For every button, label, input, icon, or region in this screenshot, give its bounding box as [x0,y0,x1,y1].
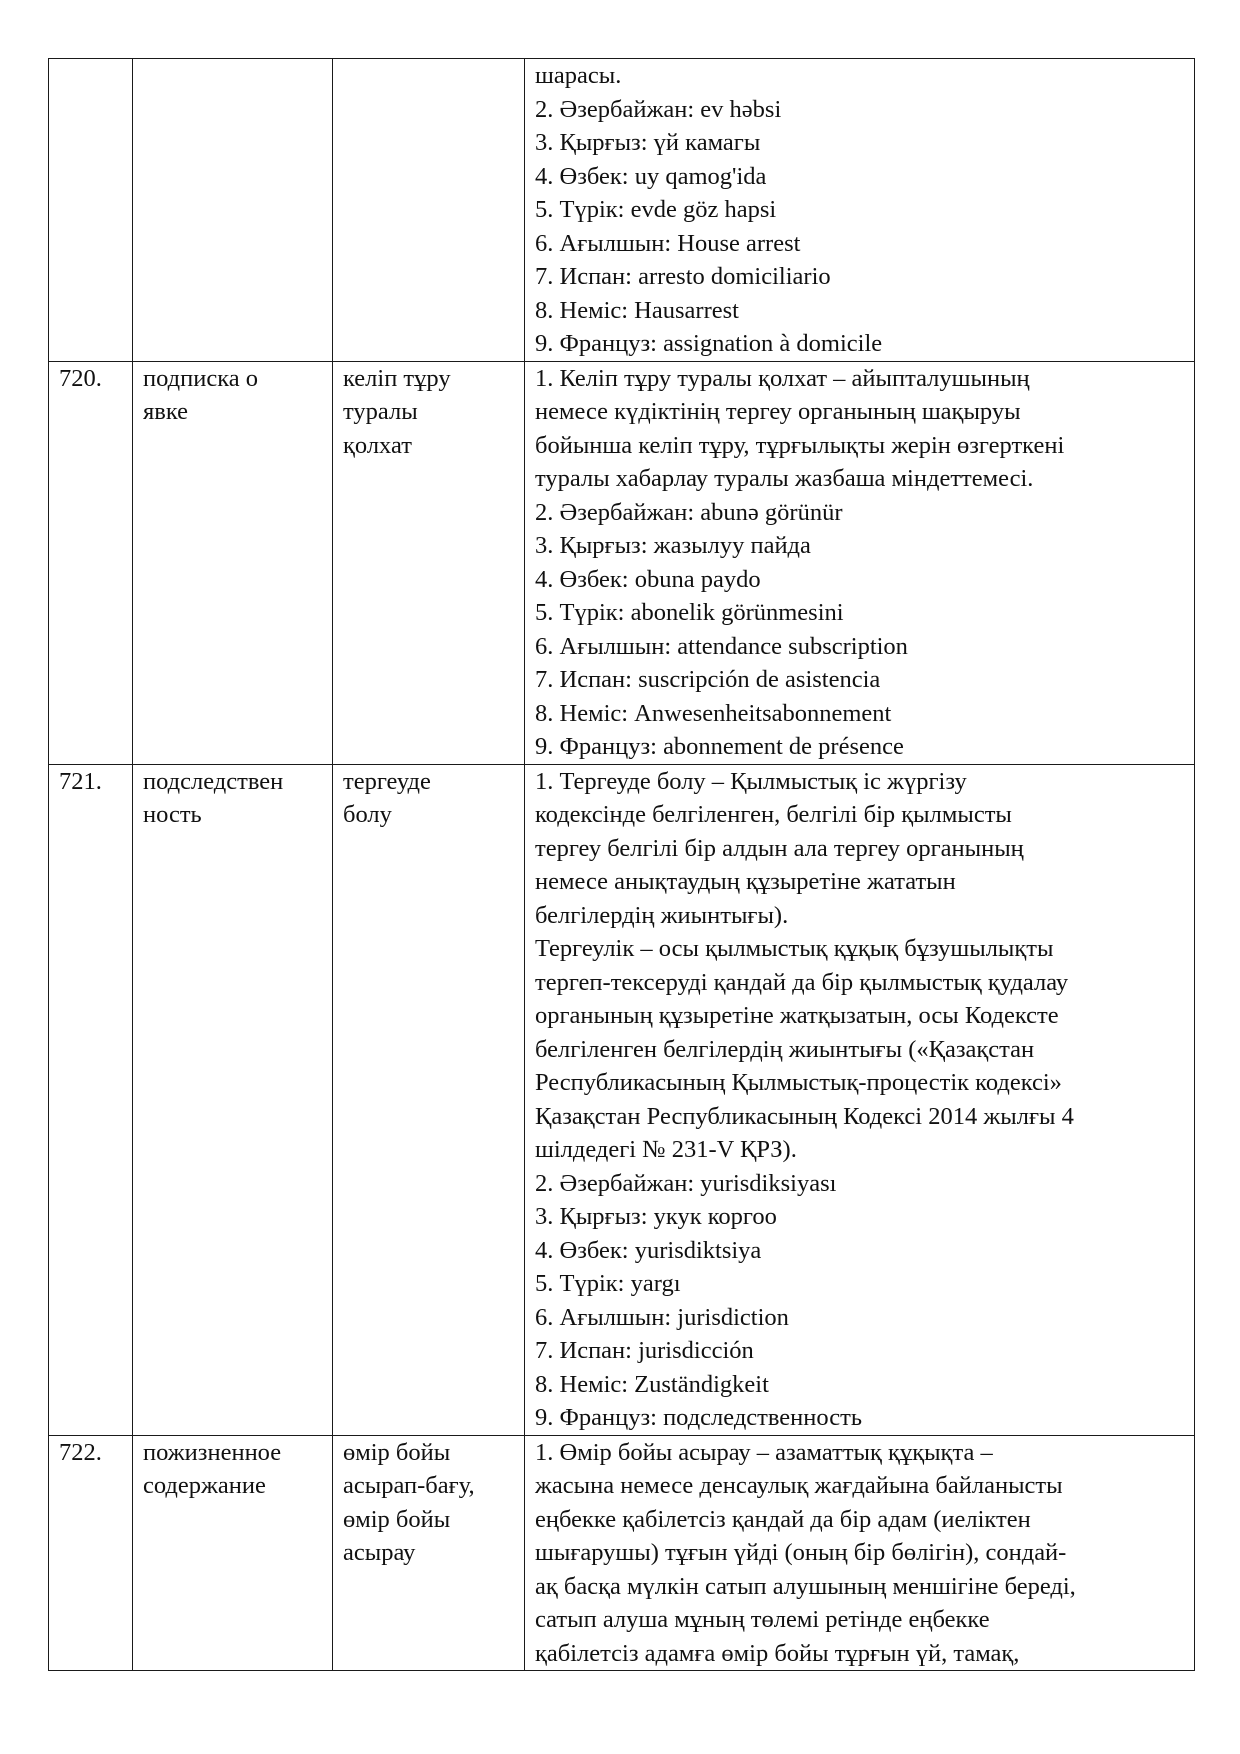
definition-line: 6. Ағылшын: House arrest [535,229,801,257]
definition-cell [525,764,1195,1435]
glossary-row [49,59,1195,362]
definition-line: 5. Түрік: abonelik görünmesini [535,599,844,626]
definition-line: 7. Испан: arresto domiciliario [535,263,831,290]
russian-term-line: пожизненное [143,1438,282,1466]
kazakh-term-cell [333,764,525,1435]
russian-term-line: явке [143,398,189,425]
russian-term-cell [133,1435,333,1671]
definition-line: 8. Неміс: Anwesenheitsabonnement [535,699,892,727]
definition-line: тергеу белгілі бір алдын ала тергеу органының [535,834,1024,862]
glossary-row [49,764,1195,1435]
definition-line: туралы хабарлау туралы жазбаша міндеттемесі. [535,465,1034,492]
definition-cell [525,1435,1195,1671]
russian-term-line: содержание [143,1472,266,1499]
definition-line: шілдедегі № 231-V ҚРЗ). [535,1136,797,1163]
kazakh-term-line: туралы [343,398,418,425]
kazakh-term-line: өмір бойы [343,1505,451,1533]
russian-term-line: подследствен [143,767,284,795]
definition-line: тергеп-тексеруді қандай да бір қылмыстық қудалау [535,968,1069,996]
definition-line: шығарушы) тұғын үйді (оның бір бөлігін), сондай- [535,1539,1067,1566]
kazakh-term-line: асырау [343,1539,416,1566]
definition-line: шарасы. [535,62,622,89]
definition-line: 4. Өзбек: uy qamog'ida [535,162,767,190]
definition-line: қабілетсіз адамға өмір бойы тұрғын үй, тамақ, [535,1639,1020,1667]
definition-line: 1. Өмір бойы асырау – азаматтық құқықта – [535,1438,993,1466]
definition-line: 5. Түрік: evde göz hapsi [535,196,777,223]
definition-line: 2. Әзербайжан: abunə görünür [535,498,843,526]
glossary-table [48,58,1195,1671]
definition-cell [525,59,1195,362]
definition-line: ақ басқа мүлкін сатып алушының меншігіне береді, [535,1572,1076,1600]
definition-line: 8. Неміс: Hausarrest [535,296,739,324]
definition-line: 8. Неміс: Zuständigkeit [535,1370,769,1398]
kazakh-term-line: келіп тұру [343,364,451,392]
definition-line: 7. Испан: jurisdicción [535,1337,754,1364]
definition-line: органының құзыретіне жатқызатын, осы Кодексте [535,1002,1059,1029]
definition-line: жасына немесе денсаулық жағдайына байланысты [535,1472,1063,1499]
entry-number-cell [49,764,133,1435]
glossary-rows [49,59,1195,1671]
russian-term-cell [133,764,333,1435]
definition-line: Тергеулік – осы қылмыстық құқық бұзушылықты [535,935,1054,962]
definition-line: 1. Келіп тұру туралы қолхат – айыпталушының [535,364,1030,392]
definition-line: 3. Қырғыз: укук коргоо [535,1203,777,1230]
entry-number: 720. [59,364,102,392]
definition-line: 2. Әзербайжан: ev həbsi [535,95,782,123]
kazakh-term-line: қолхат [343,431,412,459]
entry-number: 721. [59,767,102,795]
definition-line: бойынша келіп тұру, тұрғылықты жерін өзгерткені [535,431,1065,459]
kazakh-term-cell [333,1435,525,1671]
definition-line: 4. Өзбек: yurisdiktsiya [535,1236,762,1264]
kazakh-term-line: өмір бойы [343,1438,451,1466]
kazakh-term-cell [333,59,525,362]
definition-line: еңбекке қабілетсіз қандай да бір адам (иеліктен [535,1505,1031,1533]
definition-cell [525,361,1195,764]
definition-line: 5. Түрік: yargı [535,1270,681,1297]
definition-line: кодексінде белгіленген, белгілі бір қылмысты [535,801,1012,828]
kazakh-term-cell [333,361,525,764]
definition-line: немесе күдіктінің тергеу органының шақыруы [535,398,1021,425]
definition-line: сатып алуша мұның төлемі ретінде еңбекке [535,1606,990,1633]
entry-number-cell [49,59,133,362]
entry-number: 722. [59,1438,102,1466]
russian-term-cell [133,361,333,764]
entry-number-cell [49,1435,133,1671]
definition-line: Республикасының Қылмыстық-процестік кодексі» [535,1069,1062,1096]
definition-line: 2. Әзербайжан: yurisdiksiyası [535,1169,837,1197]
russian-term-cell [133,59,333,362]
definition-line: белгіленген белгілердің жиынтығы («Қазақстан [535,1035,1035,1063]
russian-term-line: ность [143,801,202,828]
definition-line: Қазақстан Республикасының Кодексі 2014 жылғы 4 [535,1102,1074,1130]
entry-number-cell [49,361,133,764]
definition-line: немесе анықтаудың құзыретіне жататын [535,868,956,895]
definition-line: 3. Қырғыз: үй камагы [535,129,761,156]
russian-term-line: подписка о [143,364,258,392]
definition-line: 9. Француз: abonnement de présence [535,733,904,760]
definition-line: 9. Француз: assignation à domicile [535,330,883,357]
definition-line: 9. Француз: подследственность [535,1404,863,1431]
definition-line: 6. Ағылшын: attendance subscription [535,632,908,660]
glossary-row [49,1435,1195,1671]
definition-line: 4. Өзбек: obuna paydo [535,565,761,593]
definition-line: 3. Қырғыз: жазылуу пайда [535,532,811,559]
definition-line: 7. Испан: suscripción de asistencia [535,666,881,693]
kazakh-term-line: тергеуде [343,767,431,795]
definition-line: 1. Тергеуде болу – Қылмыстық іс жүргізу [535,767,967,795]
kazakh-term-line: асырап-бағу, [343,1472,475,1499]
definition-line: 6. Ағылшын: jurisdiction [535,1303,789,1331]
definition-line: белгілердің жиынтығы). [535,901,789,929]
glossary-row [49,361,1195,764]
kazakh-term-line: болу [343,801,392,828]
